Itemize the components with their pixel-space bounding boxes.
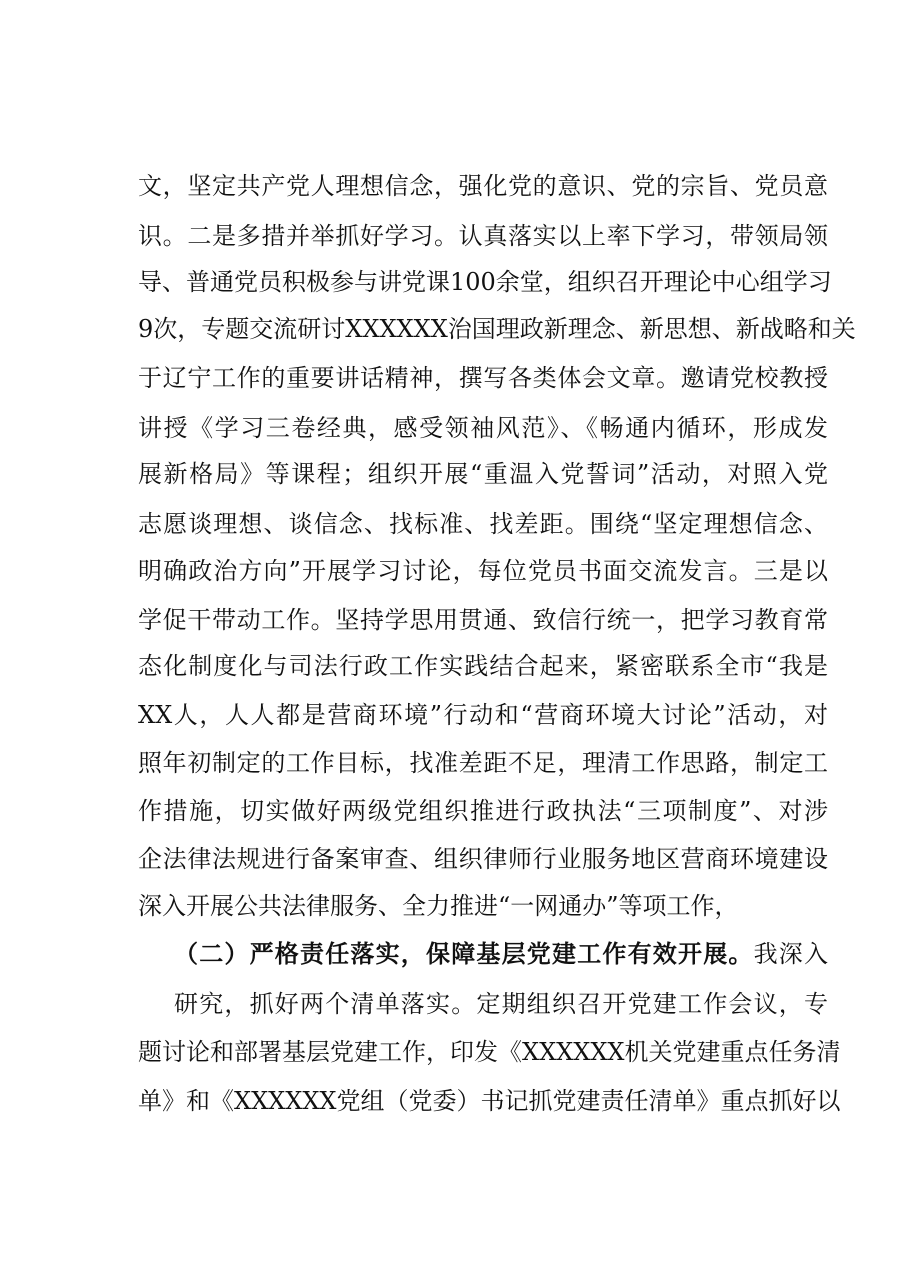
- body-line-9: 明确政治方向”开展学习讨论，每位党员书面交流发言。三是以: [138, 557, 828, 585]
- section-heading-line: [174, 928, 828, 980]
- section-heading: （二）严格责任落实，保障基层党建工作有效开展。: [174, 939, 754, 968]
- section-heading-tail: 我深入: [753, 940, 829, 968]
- body-line-18: 题讨论和部署基层党建工作，印发《XXXXXX机关党建重点任务清: [138, 1038, 841, 1066]
- body-line-13: 照年初制定的工作目标，找准差距不足，理清工作思路，制定工: [138, 749, 828, 777]
- body-line-6: 讲授《学习三卷经典，感受领袖风范》、《畅通内循环，形成发: [138, 414, 828, 442]
- body-line-17: 研究，抓好两个清单落实。定期组织召开党建工作会议，专: [174, 990, 828, 1018]
- body-line-15: 企法律法规进行备案审查、组织律师行业服务地区营商环境建设: [138, 845, 828, 873]
- body-line-10: 学促干带动工作。坚持学思用贯通、致信行统一，把学习教育常: [138, 606, 828, 634]
- body-line-7: 展新格局》等课程；组织开展“重温入党誓词”活动，对照入党: [138, 460, 828, 488]
- body-line-11: 态化制度化与司法行政工作实践结合起来，紧密联系全市“我是: [138, 652, 828, 680]
- body-line-12: XX人，人人都是营商环境”行动和“营商环境大讨论”活动，对: [138, 701, 828, 729]
- body-line-2: 识。二是多措并举抓好学习。认真落实以上率下学习，带领局领: [138, 222, 828, 250]
- body-line-8: 志愿谈理想、谈信念、找标准、找差距。围绕“坚定理想信念、: [138, 510, 828, 538]
- body-line-1: 文，坚定共产党人理想信念，强化党的意识、党的宗旨、党员意: [138, 172, 828, 200]
- body-line-14: 作措施，切实做好两级党组织推进行政执法“三项制度”、对涉: [138, 797, 828, 825]
- body-line-4: 9次，专题交流研讨XXXXXX治国理政新理念、新思想、新战略和关: [138, 315, 856, 343]
- body-line-16: 深入开展公共法律服务、全力推进“一网通办”等项工作，: [138, 892, 739, 920]
- body-line-3: 导、普通党员积极参与讲党课100余堂，组织召开理论中心组学习: [138, 268, 832, 296]
- body-line-19: 单》和《XXXXXX党组（党委）书记抓党建责任清单》重点抓好以: [138, 1087, 841, 1115]
- body-line-5: 于辽宁工作的重要讲话精神，撰写各类体会文章。邀请党校教授: [138, 364, 828, 392]
